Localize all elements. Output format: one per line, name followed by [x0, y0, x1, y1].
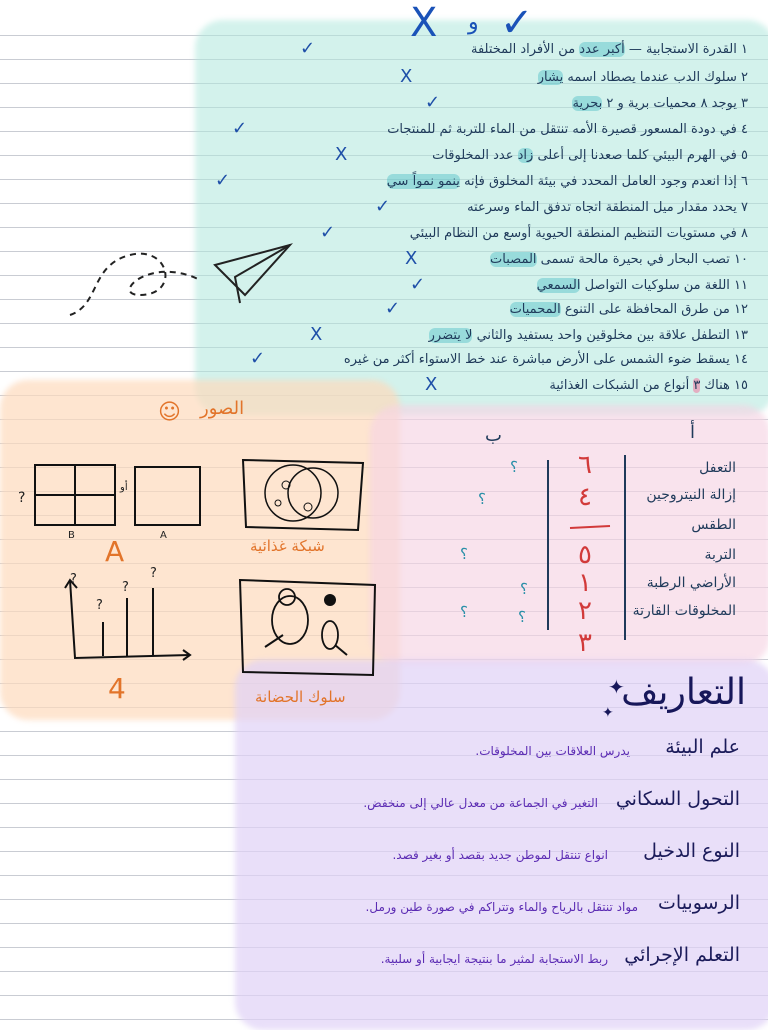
statement-row: [471, 42, 748, 57]
or-label: أو: [120, 482, 128, 493]
definition-term: التحول السكاني: [615, 788, 740, 810]
grid-squares-sketch: [10, 455, 210, 545]
statement-text: القدرة الاستجابية —: [624, 42, 737, 57]
check-mark-icon: ✓: [250, 348, 266, 369]
statement-text: التطفل علاقة بين مخلوقين واحد يستفيد والثاني: [472, 328, 730, 343]
header-x-mark: X: [410, 0, 438, 46]
check-mark-icon: ✓: [320, 222, 336, 243]
definition-term: الرسوبيات: [658, 892, 740, 914]
chart-question-mark-2: ?: [96, 598, 103, 613]
incubation-birds-sketch: [235, 575, 380, 680]
statement-text: تصب البحار في بحيرة مالحة تسمى: [536, 252, 730, 267]
check-mark-icon: ✓: [232, 118, 248, 139]
definition-term: التعلم الإجرائي: [624, 944, 740, 966]
statement-highlight: يشار: [537, 70, 564, 85]
matching-number: ٤: [578, 482, 592, 512]
matching-item: المخلوقات القارتة: [632, 603, 736, 619]
grid-question-mark: ?: [18, 490, 26, 506]
statement-row: [510, 302, 748, 317]
statement-row: [429, 328, 748, 343]
statement-highlight: المحميات: [509, 302, 561, 317]
check-mark-icon: ✓: [215, 170, 231, 191]
matching-item: التربة: [704, 547, 736, 563]
statement-number: ١٠: [729, 252, 748, 267]
definition-term: علم البيئة: [665, 736, 740, 758]
statement-text: في دودة المسعور قصيرة الأمه تنتقل من الماء للتربة ثم للمنتجات: [387, 122, 737, 137]
statement-row: [432, 148, 748, 163]
check-mark-icon: ✓: [425, 92, 441, 113]
statement-text: اللغة من سلوكيات التواصل: [580, 278, 730, 293]
statement-number: ٣: [736, 96, 748, 111]
header-check-mark: ✓: [500, 0, 534, 46]
statement-number: ٥: [736, 148, 748, 163]
statement-rest: أنواع من الشبكات الغذائية: [549, 378, 694, 393]
statement-row: [549, 378, 748, 393]
definition-text: انواع تنتقل لموطن جديد بقصد أو بغير قصد.: [392, 848, 608, 862]
statement-number: ١٤: [729, 352, 748, 367]
definitions-title: التعاريف: [621, 672, 746, 713]
header-and-word: و: [468, 10, 479, 35]
matching-number: ٦: [578, 450, 592, 480]
x-mark-icon: X: [405, 248, 418, 269]
statement-highlight: بحرية: [572, 96, 603, 111]
statement-row: [467, 200, 748, 215]
label-b: B: [68, 530, 75, 541]
statement-text: في مستويات التنظيم المنطقة الحيوية أوسع من النظام البيئي: [409, 226, 737, 241]
matching-question-mark: ؟: [520, 580, 528, 598]
smiley-icon: ☺: [158, 400, 181, 425]
statement-highlight: السمعي: [536, 278, 581, 293]
chart-question-mark-3: ?: [122, 580, 129, 595]
letter-a: A: [105, 535, 125, 568]
check-mark-icon: ✓: [410, 274, 426, 295]
statement-number: ٢: [736, 70, 748, 85]
statement-number: ٧: [736, 200, 748, 215]
statement-text: يسقط ضوء الشمس على الأرض مباشرة عند خط الاستواء أكثر من غيره: [343, 352, 730, 367]
food-web-caption: شبكة غذائية: [250, 537, 325, 555]
check-mark-icon: ✓: [300, 38, 316, 59]
number-four: 4: [108, 672, 126, 705]
statement-text: من طرق المحافظة على التنوع: [560, 302, 730, 317]
check-mark-icon: ✓: [385, 298, 401, 319]
matching-item: إزالة النيتروجين: [646, 487, 736, 503]
x-mark-icon: X: [400, 66, 413, 87]
statement-rest: عدد المخلوقات: [432, 148, 518, 163]
x-mark-icon: X: [425, 374, 438, 395]
statement-highlight: زاد: [517, 148, 534, 163]
label-a: A: [160, 530, 167, 541]
statement-rest: من الأفراد المختلفة: [470, 42, 580, 57]
statement-highlight: أكبر عدد: [579, 42, 625, 57]
x-mark-icon: X: [310, 324, 323, 345]
matching-question-mark: ؟: [510, 458, 518, 476]
statement-number: ٤: [736, 122, 748, 137]
definition-text: يدرس العلاقات بين المخلوقات.: [475, 744, 630, 758]
statement-highlight: ينمو نمواً سي: [386, 174, 460, 189]
matching-question-mark: ؟: [460, 603, 468, 621]
statement-number: ١: [736, 42, 748, 57]
statement-text: هناك: [700, 378, 730, 393]
statement-number: ٦: [736, 174, 748, 189]
definition-text: مواد تنتقل بالرياح والماء وتتراكم في صورة طين ورمل.: [365, 900, 638, 914]
matching-number: ٥: [578, 540, 592, 570]
statement-row: [387, 174, 748, 189]
statement-row: [410, 226, 748, 241]
matching-question-mark: ؟: [478, 490, 486, 508]
statement-highlight: ٣: [693, 378, 701, 393]
statement-number: ١٥: [729, 378, 748, 393]
matching-item: التعفل: [699, 460, 736, 476]
matching-col-b: ب: [485, 425, 502, 446]
statement-text: سلوك الدب عندما يصطاد اسمه: [563, 70, 737, 85]
sparkle-icon: ✦: [608, 675, 625, 699]
statement-row: [537, 278, 748, 293]
matching-question-mark: ؟: [460, 545, 468, 563]
matching-item: الأراضي الرطبة: [646, 575, 736, 591]
definition-text: التغير في الجماعة من معدل عالي إلى منخفض.: [363, 796, 598, 810]
matching-number: ٢: [578, 596, 592, 626]
food-web-sketch: [238, 455, 368, 535]
matching-number: ٣: [578, 628, 592, 658]
images-section-title: الصور: [200, 398, 245, 419]
check-mark-icon: ✓: [375, 196, 391, 217]
statement-text: يوجد ٨ محميات برية و ٢: [602, 96, 737, 111]
statement-row: [344, 352, 748, 367]
paper-plane-doodle-icon: [60, 235, 300, 325]
matching-question-mark: ؟: [518, 608, 526, 626]
statement-row: [490, 252, 748, 267]
statement-highlight: المصبات: [490, 252, 537, 267]
definition-text: ربط الاستجابة لمثير ما بنتيجة ايجابية أو سلبية.: [380, 952, 608, 966]
statement-number: ١١: [729, 278, 748, 293]
x-mark-icon: X: [335, 144, 348, 165]
statement-text: في الهرم البيئي كلما صعدنا إلى أعلى: [533, 148, 737, 163]
statement-text: يحدد مقدار ميل المنطقة اتجاه تدفق الماء وسرعته: [467, 200, 737, 215]
matching-item: الطقس: [691, 517, 736, 533]
definition-term: النوع الدخيل: [643, 840, 740, 862]
statement-row: [387, 122, 748, 137]
chart-question-mark-1: ?: [70, 572, 77, 587]
statement-highlight: لا يتضرر: [428, 328, 473, 343]
matching-number: ١: [578, 568, 592, 598]
matching-col-a: أ: [690, 422, 696, 443]
statement-row: [538, 70, 748, 85]
statement-row: [572, 96, 748, 111]
incubation-caption: سلوك الحضانة: [255, 688, 346, 706]
chart-question-mark-4: ?: [150, 566, 157, 581]
statement-number: ١٣: [729, 328, 748, 343]
statement-number: ٨: [736, 226, 748, 241]
sparkle-small-icon: ✦: [602, 705, 614, 721]
statement-text: إذا انعدم وجود العامل المحدد في بيئة المخلوق فإنه: [459, 174, 737, 189]
statement-number: ١٢: [729, 302, 748, 317]
